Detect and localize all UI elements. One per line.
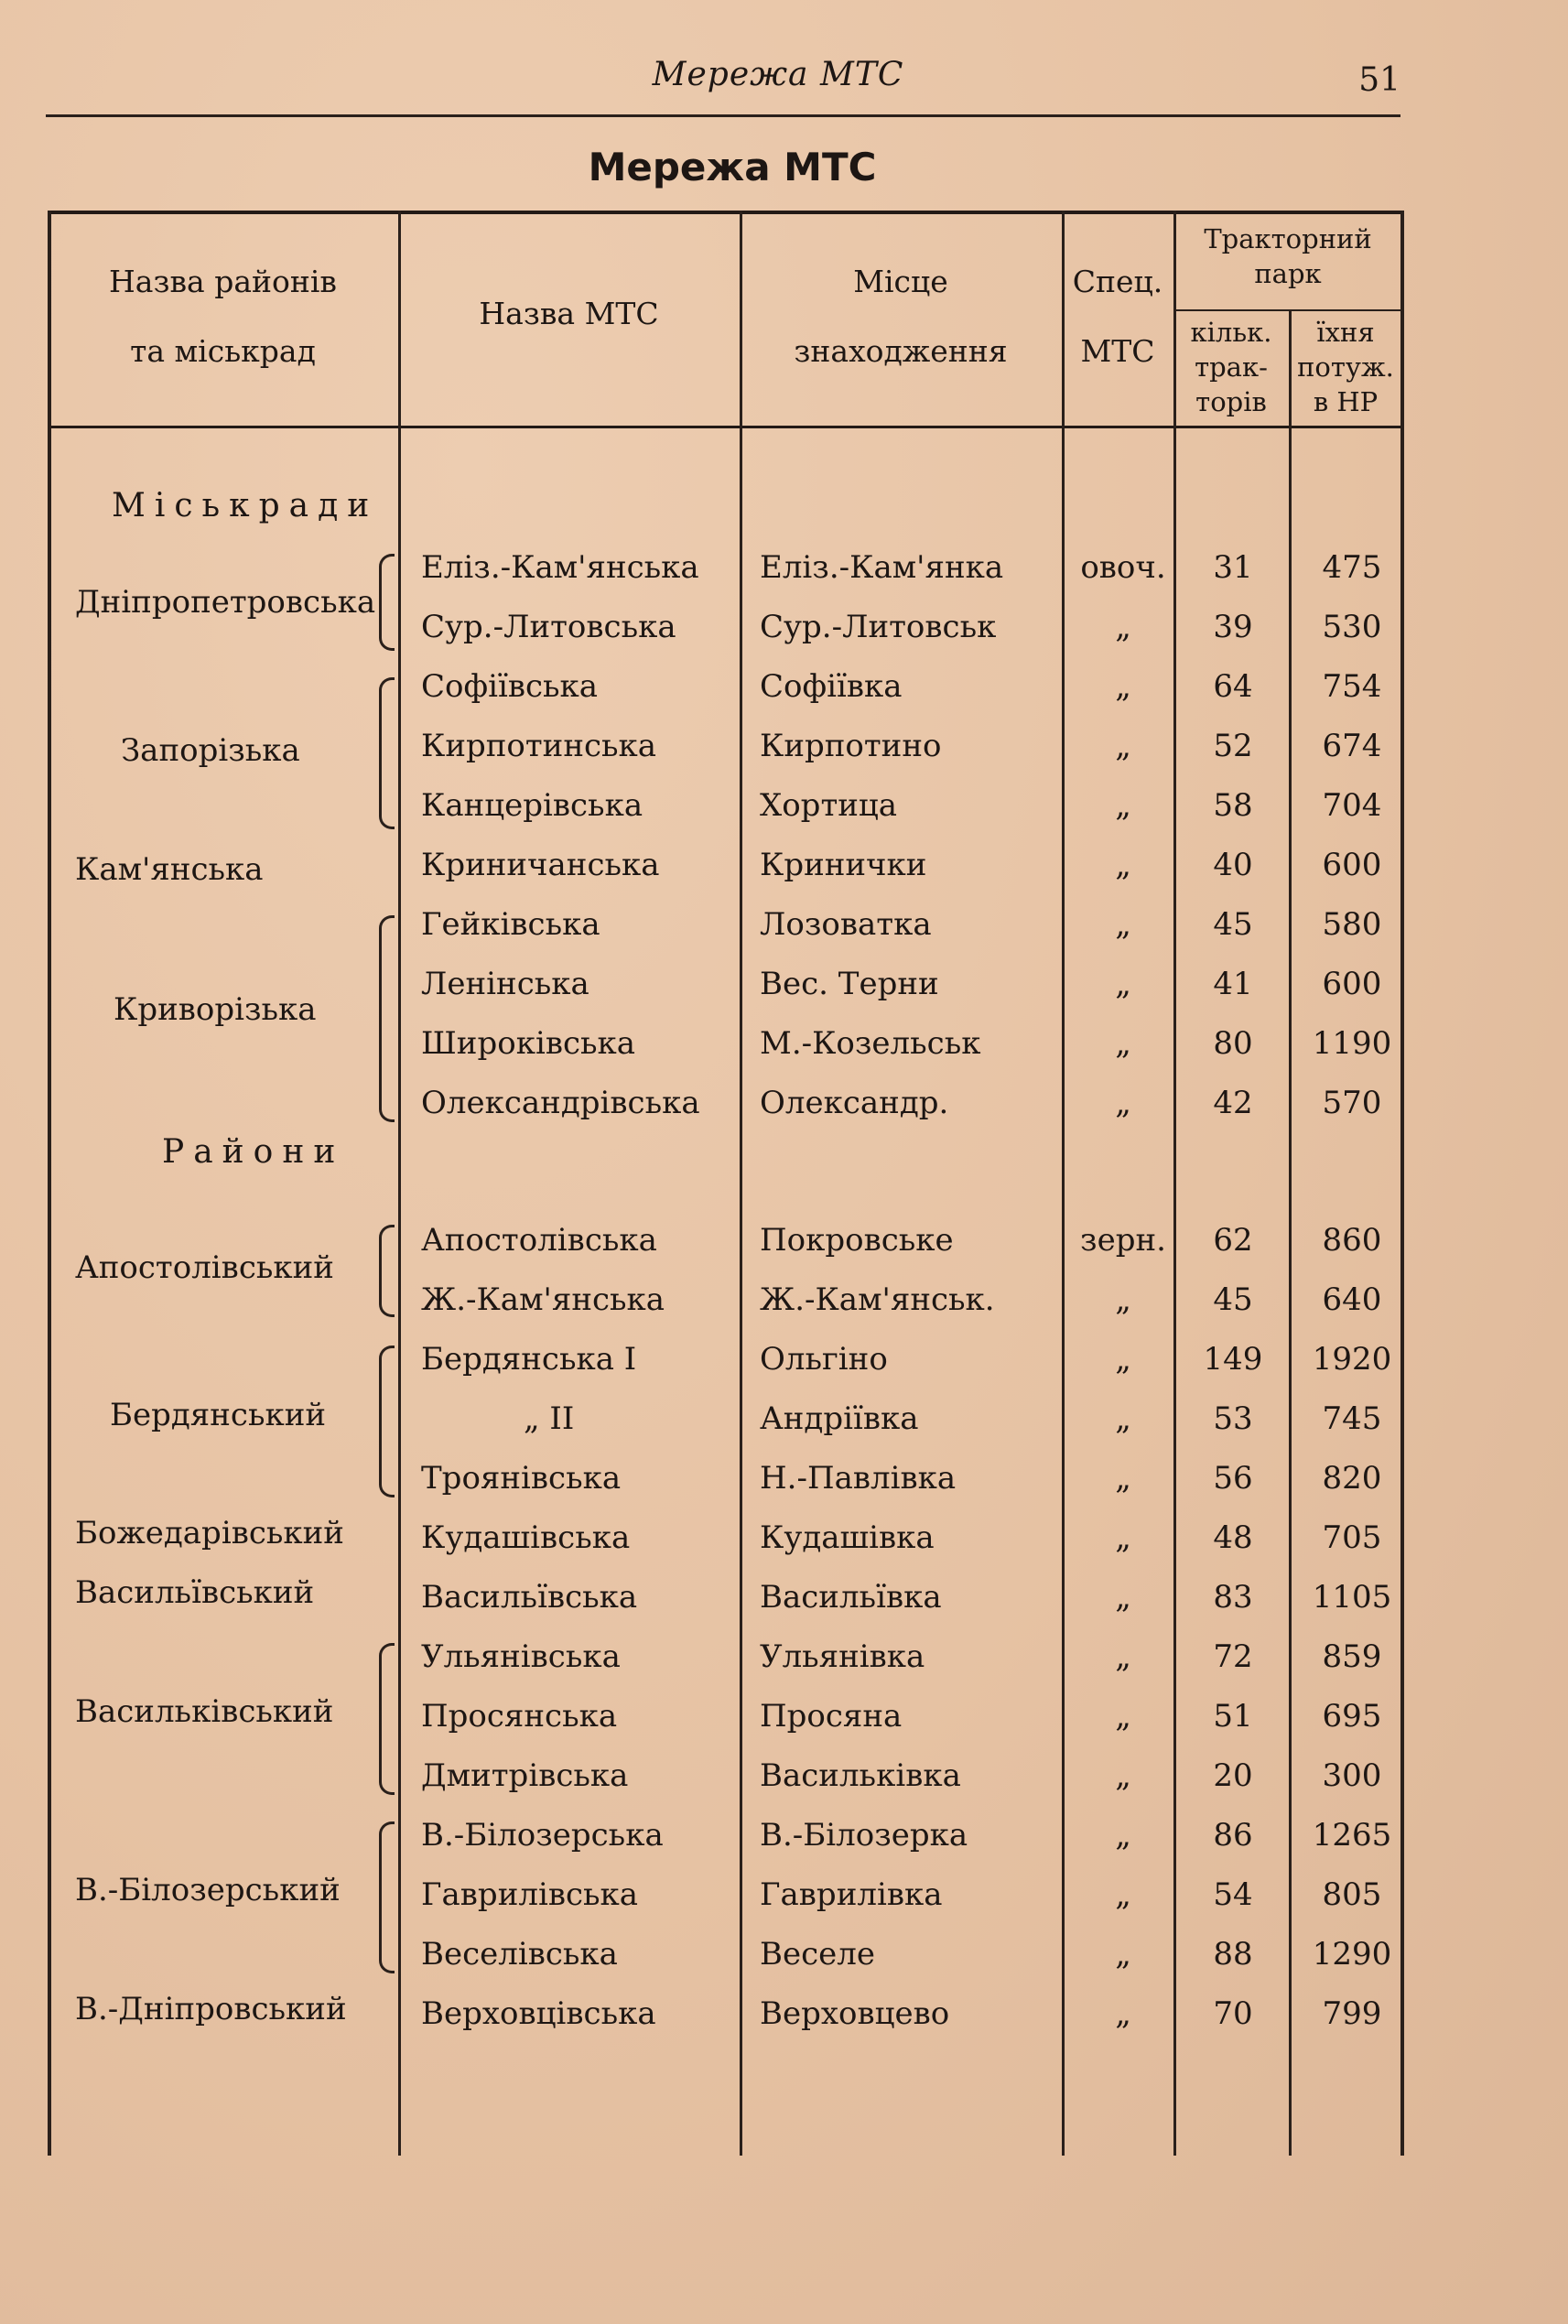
table-row	[48, 957, 1402, 1016]
mts-name: Бердянська I	[421, 1341, 637, 1378]
table-row	[48, 540, 1402, 600]
header-bottom-rule	[48, 426, 1402, 428]
mts-specialization: „	[1115, 1341, 1131, 1378]
mts-specialization: овоч.	[1080, 549, 1166, 586]
tractor-power: 600	[1322, 847, 1382, 883]
group-label: Дніпропетровська	[75, 584, 376, 621]
mts-specialization: „	[1115, 1817, 1131, 1854]
mts-specialization: „	[1115, 1579, 1131, 1616]
mts-specialization: „	[1115, 787, 1131, 824]
mts-name: Просянська	[421, 1698, 618, 1735]
tractor-count: 88	[1213, 1936, 1253, 1973]
mts-location: Покровське	[760, 1222, 954, 1259]
mts-name: Олександрівська	[421, 1085, 700, 1121]
tractor-power: 530	[1322, 609, 1382, 645]
tractor-count: 52	[1213, 728, 1253, 764]
tractor-power: 475	[1322, 549, 1382, 586]
mts-specialization: „	[1115, 906, 1131, 943]
mts-specialization: „	[1115, 1025, 1131, 1062]
table-row	[48, 1986, 1402, 2046]
mts-location: Ж.-Кам'янськ.	[760, 1281, 995, 1318]
mts-location: Хортица	[760, 787, 898, 824]
mts-location: Ольгіно	[760, 1341, 888, 1378]
tractor-power: 860	[1322, 1222, 1382, 1259]
mts-name: Апостолівська	[421, 1222, 657, 1259]
mts-name: Гейківська	[421, 906, 600, 943]
mts-name: Троянівська	[421, 1460, 622, 1497]
group-label: Апостолівський	[75, 1249, 334, 1286]
tractor-power: 580	[1322, 906, 1382, 943]
tractor-power: 1290	[1312, 1936, 1392, 1973]
mts-name: „ II	[524, 1400, 575, 1437]
tractor-count: 56	[1213, 1460, 1253, 1497]
mts-name: В.-Білозерська	[421, 1817, 664, 1854]
mts-location: Н.-Павлівка	[760, 1460, 957, 1497]
tractor-count: 64	[1213, 668, 1253, 705]
table-row	[48, 1689, 1402, 1748]
tractor-power: 570	[1322, 1085, 1382, 1121]
mts-specialization: „	[1115, 1519, 1131, 1556]
mts-name: Сур.-Литовська	[421, 609, 676, 645]
mts-specialization: „	[1115, 847, 1131, 883]
table-row	[48, 1748, 1402, 1808]
tractor-power: 705	[1322, 1519, 1382, 1556]
mts-specialization: „	[1115, 1281, 1131, 1318]
mts-location: Андріївка	[760, 1400, 919, 1437]
running-head	[46, 50, 1400, 117]
group-label: Васильківський	[75, 1693, 334, 1730]
tractor-count: 45	[1213, 906, 1253, 943]
mts-specialization: „	[1115, 966, 1131, 1002]
mts-specialization: „	[1115, 609, 1131, 645]
tractor-park-subrule	[1173, 309, 1402, 311]
mts-location: Сур.-Литовськ	[760, 609, 997, 645]
tractor-count: 45	[1213, 1281, 1253, 1318]
section-districts: Райони	[162, 1133, 345, 1171]
table-top-rule	[48, 211, 1402, 214]
header-spec: Спец. МТС	[1072, 264, 1163, 369]
mts-specialization: „	[1115, 1460, 1131, 1497]
tractor-power: 300	[1322, 1757, 1382, 1794]
tractor-count: 58	[1213, 787, 1253, 824]
group-label: В.-Білозерський	[75, 1872, 341, 1908]
tractor-count: 86	[1213, 1817, 1253, 1854]
table-row	[48, 719, 1402, 778]
tractor-count: 51	[1213, 1698, 1253, 1735]
mts-specialization: „	[1115, 1995, 1131, 2032]
mts-location: Верховцево	[760, 1995, 950, 2032]
tractor-power: 820	[1322, 1460, 1382, 1497]
mts-location: Кудашівка	[760, 1519, 935, 1556]
table-row	[48, 1016, 1402, 1076]
mts-name: Софіївська	[421, 668, 599, 705]
table-title: Мережа МТС	[588, 145, 877, 189]
tractor-count: 72	[1213, 1638, 1253, 1675]
group-label: Бердянський	[110, 1397, 327, 1433]
tractor-power: 704	[1322, 787, 1382, 824]
group-label: Кам'янська	[75, 851, 264, 888]
mts-location: Еліз.-Кам'янка	[760, 549, 1004, 586]
mts-name: Верховцівська	[421, 1995, 656, 2032]
group-label: Васильївський	[75, 1574, 315, 1611]
mts-name: Широківська	[421, 1025, 636, 1062]
table-row	[48, 1570, 1402, 1629]
header-tractor-park: Тракторний парк	[1204, 223, 1372, 289]
tractor-power: 1190	[1312, 1025, 1392, 1062]
tractor-power: 1920	[1312, 1341, 1392, 1378]
table-row	[48, 1391, 1402, 1451]
group-label: Божедарівський	[75, 1515, 344, 1551]
table-row	[48, 1332, 1402, 1391]
tractor-count: 54	[1213, 1876, 1253, 1913]
tractor-count: 42	[1213, 1085, 1253, 1121]
tractor-power: 674	[1322, 728, 1382, 764]
mts-specialization: зерн.	[1080, 1222, 1166, 1259]
mts-name: Криничанська	[421, 847, 660, 883]
running-title: Мережа МТС	[652, 56, 904, 93]
tractor-power: 859	[1322, 1638, 1382, 1675]
mts-specialization: „	[1115, 1638, 1131, 1675]
page-number: 51	[1358, 61, 1400, 99]
mts-table	[48, 211, 1402, 2156]
mts-specialization: „	[1115, 1876, 1131, 1913]
tractor-count: 39	[1213, 609, 1253, 645]
mts-location: Софіївка	[760, 668, 903, 705]
mts-location: Кирпотино	[760, 728, 942, 764]
mts-specialization: „	[1115, 1400, 1131, 1437]
mts-location: В.-Білозерка	[760, 1817, 968, 1854]
tractor-count: 62	[1213, 1222, 1253, 1259]
mts-location: Кринички	[760, 847, 927, 883]
table-row	[48, 1213, 1402, 1272]
mts-name: Ульянівська	[421, 1638, 621, 1675]
tractor-count: 41	[1213, 966, 1253, 1002]
tractor-power: 805	[1322, 1876, 1382, 1913]
tractor-power: 799	[1322, 1995, 1382, 2032]
table-row	[48, 1272, 1402, 1332]
mts-location: М.-Козельськ	[760, 1025, 981, 1062]
mts-name: Кирпотинська	[421, 728, 657, 764]
tractor-count: 53	[1213, 1400, 1253, 1437]
header-tractor-power: їхня потуж. в HP	[1297, 317, 1394, 417]
mts-name: Гаврилівська	[421, 1876, 639, 1913]
table-row	[48, 1076, 1402, 1135]
mts-name: Кудашівська	[421, 1519, 631, 1556]
mts-location: Гаврилівка	[760, 1876, 943, 1913]
mts-location: Вес. Терни	[760, 966, 939, 1002]
table-row	[48, 1510, 1402, 1570]
tractor-power: 754	[1322, 668, 1382, 705]
tractor-count: 40	[1213, 847, 1253, 883]
mts-name: Ж.-Кам'янська	[421, 1281, 665, 1318]
tractor-count: 80	[1213, 1025, 1253, 1062]
mts-specialization: „	[1115, 1936, 1131, 1973]
mts-location: Просяна	[760, 1698, 903, 1735]
mts-specialization: „	[1115, 668, 1131, 705]
header-mts-name: Назва МТС	[479, 296, 659, 331]
table-row	[48, 1629, 1402, 1689]
mts-name: Дмитрівська	[421, 1757, 629, 1794]
header-location: Місце знаходження	[794, 264, 1008, 369]
mts-specialization: „	[1115, 728, 1131, 764]
mts-location: Васильївка	[760, 1579, 942, 1616]
mts-name: Васильївська	[421, 1579, 638, 1616]
table-row	[48, 1808, 1402, 1867]
header-district: Назва районів та міськрад	[109, 264, 337, 369]
mts-specialization: „	[1115, 1698, 1131, 1735]
table-row	[48, 838, 1402, 897]
mts-specialization: „	[1115, 1757, 1131, 1794]
table-row	[48, 659, 1402, 719]
tractor-power: 695	[1322, 1698, 1382, 1735]
tractor-power: 1265	[1312, 1817, 1392, 1854]
table-row	[48, 1927, 1402, 1986]
tractor-count: 70	[1213, 1995, 1253, 2032]
mts-location: Лозоватка	[760, 906, 932, 943]
mts-location: Олександр.	[760, 1085, 949, 1121]
group-label: Криворізька	[114, 991, 317, 1028]
table-row	[48, 1451, 1402, 1510]
tractor-power: 640	[1322, 1281, 1382, 1318]
mts-name: Канцерівська	[421, 787, 643, 824]
section-cities: Міськради	[112, 487, 379, 524]
table-row	[48, 600, 1402, 659]
group-label: Запорізька	[121, 732, 300, 769]
tractor-power: 1105	[1312, 1579, 1392, 1616]
mts-name: Веселівська	[421, 1936, 618, 1973]
mts-name: Ленінська	[421, 966, 589, 1002]
tractor-count: 31	[1213, 549, 1253, 586]
mts-location: Веселе	[760, 1936, 875, 1973]
tractor-power: 745	[1322, 1400, 1382, 1437]
tractor-count: 149	[1203, 1341, 1263, 1378]
group-label: В.-Дніпровський	[75, 1991, 347, 2027]
tractor-power: 600	[1322, 966, 1382, 1002]
tractor-count: 20	[1213, 1757, 1253, 1794]
header-tractor-count: кільк. трак- торів	[1190, 317, 1272, 417]
tractor-count: 83	[1213, 1579, 1253, 1616]
table-row	[48, 897, 1402, 957]
tractor-count: 48	[1213, 1519, 1253, 1556]
mts-specialization: „	[1115, 1085, 1131, 1121]
mts-location: Васильківка	[760, 1757, 961, 1794]
mts-name: Еліз.-Кам'янська	[421, 549, 699, 586]
table-row	[48, 778, 1402, 838]
table-row	[48, 1867, 1402, 1927]
mts-location: Ульянівка	[760, 1638, 925, 1675]
